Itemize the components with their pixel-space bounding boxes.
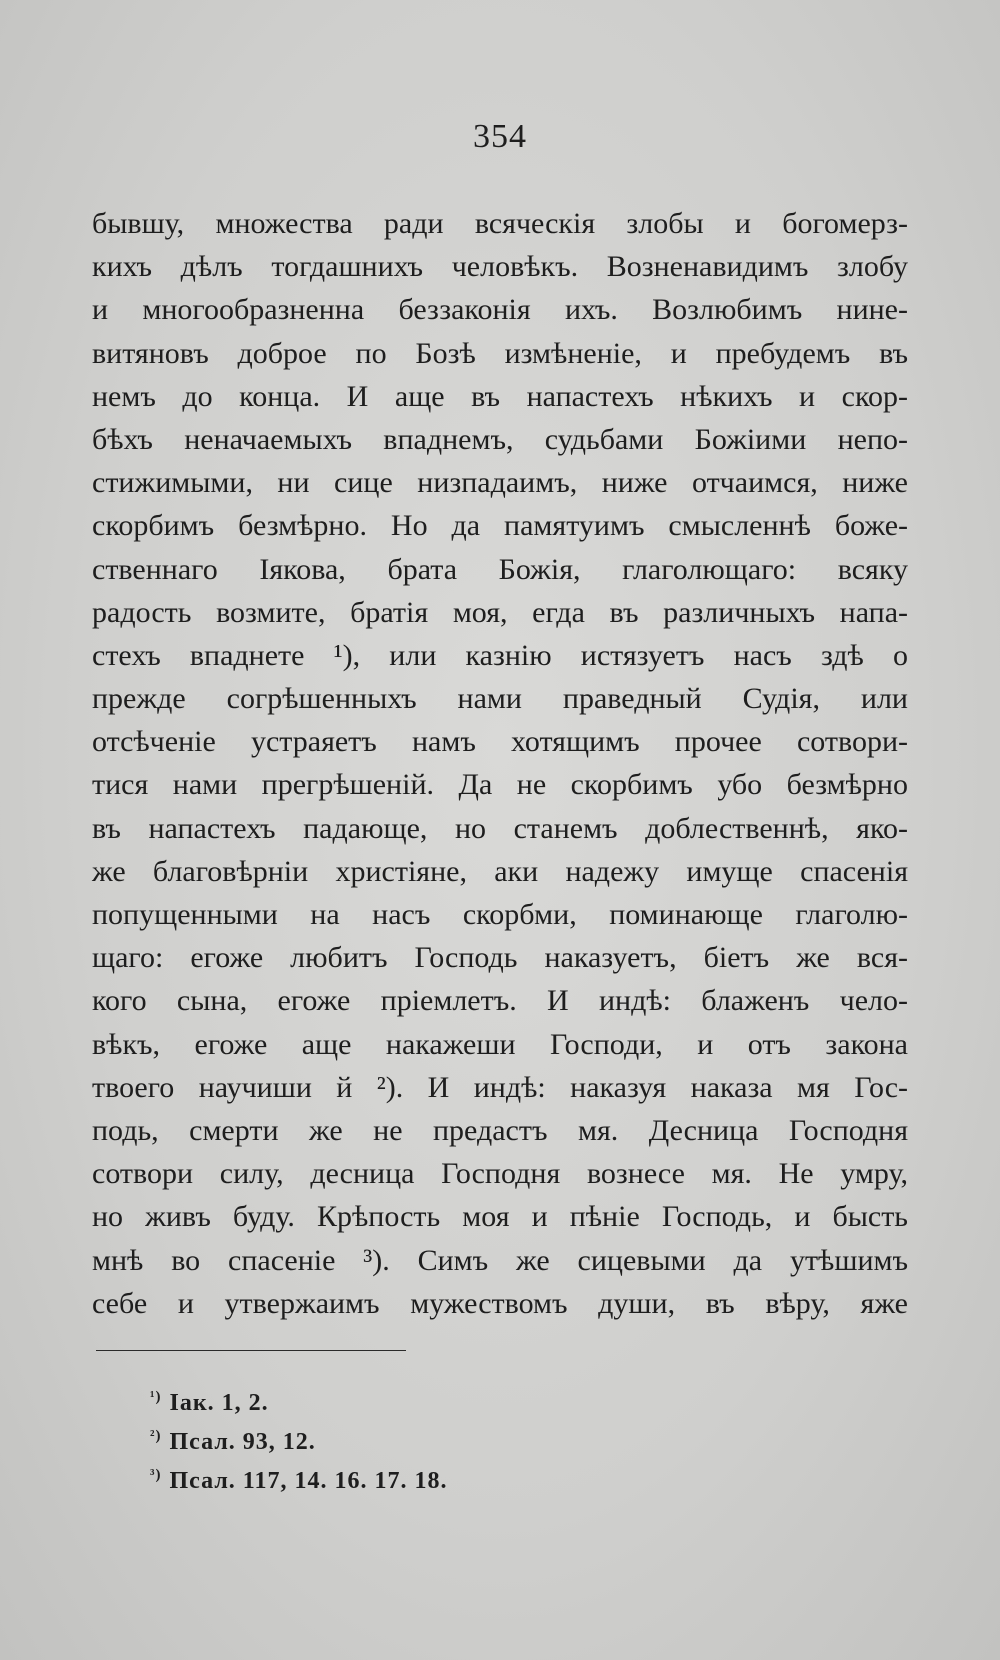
page-number: 354 — [473, 118, 527, 155]
footnote-mark: ³) — [150, 1467, 162, 1483]
footnote-text: Псал. 117, 14. 16. 17. 18. — [169, 1468, 448, 1494]
text-line: прежде согрѣшенныхъ нами праведный Судія, или — [92, 682, 908, 716]
text-line: стехъ впаднете ¹), или казнію истязуетъ насъ здѣ о — [92, 638, 908, 672]
footnote-divider — [96, 1350, 406, 1351]
text-line: немъ до конца. И аще въ напастехъ нѣкихъ и скор- — [92, 379, 908, 413]
text-line: подь, смерти же не предастъ мя. Десница Господня — [92, 1113, 908, 1147]
text-line: тися нами прегрѣшеній. Да не скорбимъ убо безмѣрно — [92, 768, 908, 802]
footnotes — [150, 1378, 750, 1495]
text-line: себе и утвержаимъ мужествомъ души, въ вѣру, яже — [92, 1286, 908, 1320]
text-line: твоего научиши й ²). И индѣ: наказуя наказа мя Гос- — [92, 1070, 908, 1104]
footnote-mark: ²) — [150, 1428, 162, 1444]
body-text — [92, 202, 908, 1325]
text-line: стижимыми, ни сице низпадаимъ, ниже отчаимся, ниже — [92, 466, 908, 500]
text-line: но живъ буду. Крѣпость моя и пѣніе Господь, и бысть — [92, 1200, 908, 1234]
text-line: попущенными на насъ скорбми, поминающе глаголю- — [92, 898, 908, 931]
footnote-text: Іак. 1, 2. — [169, 1390, 269, 1416]
text-line: скорбимъ безмѣрно. Но да памятуимъ смысленнѣ боже- — [92, 509, 908, 543]
text-line: и многообразненна беззаконія ихъ. Возлюбимъ нине- — [92, 293, 908, 327]
footnote-text: Псал. 93, 12. — [169, 1429, 316, 1455]
text-line: же благовѣрніи христіяне, аки надежу имуще спасенія — [92, 854, 908, 888]
text-line: ственнаго Іякова, брата Божія, глаголющаго: всяку — [92, 552, 908, 586]
text-line: отсѣченіе устраяетъ намъ хотящимъ прочее сотвори- — [92, 725, 908, 759]
text-line: щаго: егоже любитъ Господь наказуетъ, біетъ же вся- — [92, 941, 908, 975]
footnote — [150, 1378, 750, 1417]
text-line: мнѣ во спасеніе ³). Симъ же сицевыми да утѣшимъ — [92, 1243, 908, 1277]
text-line: бывшу, множества ради всяческія злобы и богомерз- — [92, 207, 908, 240]
text-line: витяновъ доброе по Бозѣ измѣненіе, и пребудемъ въ — [92, 336, 908, 370]
text-line: сотвори силу, десница Господня вознесе мя. Не умру, — [92, 1157, 908, 1191]
text-line: кого сына, егоже пріемлетъ. И индѣ: блаженъ чело- — [92, 984, 908, 1018]
text-line: бѣхъ неначаемыхъ впаднемъ, судьбами Божіими непо- — [92, 422, 908, 456]
footnote-mark: ¹) — [150, 1389, 162, 1405]
footnote — [150, 1417, 750, 1456]
footnote — [150, 1456, 750, 1495]
text-line: радость возмите, братія моя, егда въ различныхъ напа- — [92, 595, 908, 629]
text-line: въ напастехъ падающе, но станемъ доблественнѣ, яко- — [92, 811, 908, 845]
text-line: вѣкъ, егоже аще накажеши Господи, и отъ закона — [92, 1027, 908, 1061]
text-line: кихъ дѣлъ тогдашнихъ человѣкъ. Возненавидимъ злобу — [92, 250, 908, 284]
